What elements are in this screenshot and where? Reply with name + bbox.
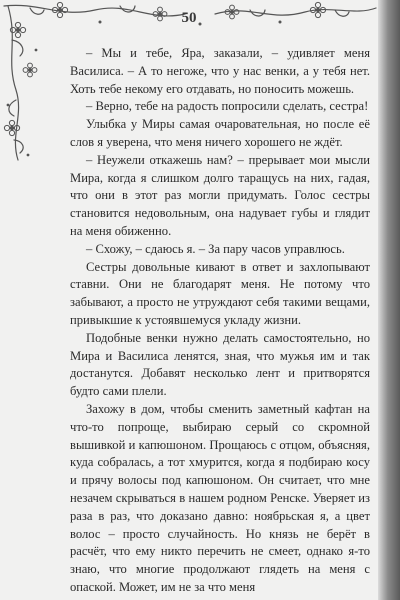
paragraph: Подобные венки нужно делать самостоятельно, но Мира и Василиса ленятся, зная, что мужья им и так достанутся. Добавят несколько лент и притворятся будто сами плели. bbox=[70, 330, 370, 399]
paragraph: – Неужели откажешь нам? – прерывает мои мысли Мира, когда я слишком долго таращусь на них, гадая, что они в этот раз могли придумать. Голос сестры становится недовольным, она надувает губы и глядит на меня обиженно. bbox=[70, 152, 370, 238]
body-text bbox=[70, 45, 370, 597]
page-number: 50 bbox=[181, 10, 197, 26]
paragraph: Захожу в дом, чтобы сменить заметный кафтан на что-то попроще, выбираю серый со скромной вышивкой и капюшоном. Прощаюсь с отцом, объясняя, куда собралась, а тот хмурится, когда я подбираю косу и прячу волосы под капюшоном. Он считает, что мне незачем скрываться в нашем родном Ренске. Уверяет из раза в раз, что доказано давно: ноябрьская я, а цвет волос – просто случайность. Но князь не берёт в расчёт, что ему никто перечить не смеет, однако я-то знаю, что многие продолжают глядеть на меня с опаской. Может, им не за что меня bbox=[70, 401, 370, 594]
paragraph: – Мы и тебе, Яра, заказали, – удивляет меня Василиса. – А то негоже, что у нас венки, а у тебя нет. Хоть тебе некому его отдавать, но поносить можешь. bbox=[70, 46, 370, 96]
paragraph: – Схожу, – сдаюсь я. – За пару часов управлюсь. bbox=[86, 241, 345, 256]
paragraph: Сестры довольные кивают в ответ и захлопывают ставни. Они не благодарят меня. Не потому что забывают, а просто не утруждают себя такими вещами, привыкшие к устоявшемуся укладу жизни. bbox=[70, 259, 370, 327]
paragraph: – Верно, тебе на радость попросили сделать, сестра! bbox=[86, 99, 369, 114]
paragraph: Улыбка у Миры самая очаровательная, но после её слов я уверена, что меня ничего хорошего не ждёт. bbox=[70, 117, 370, 149]
scan-shadow-edge bbox=[378, 0, 400, 600]
